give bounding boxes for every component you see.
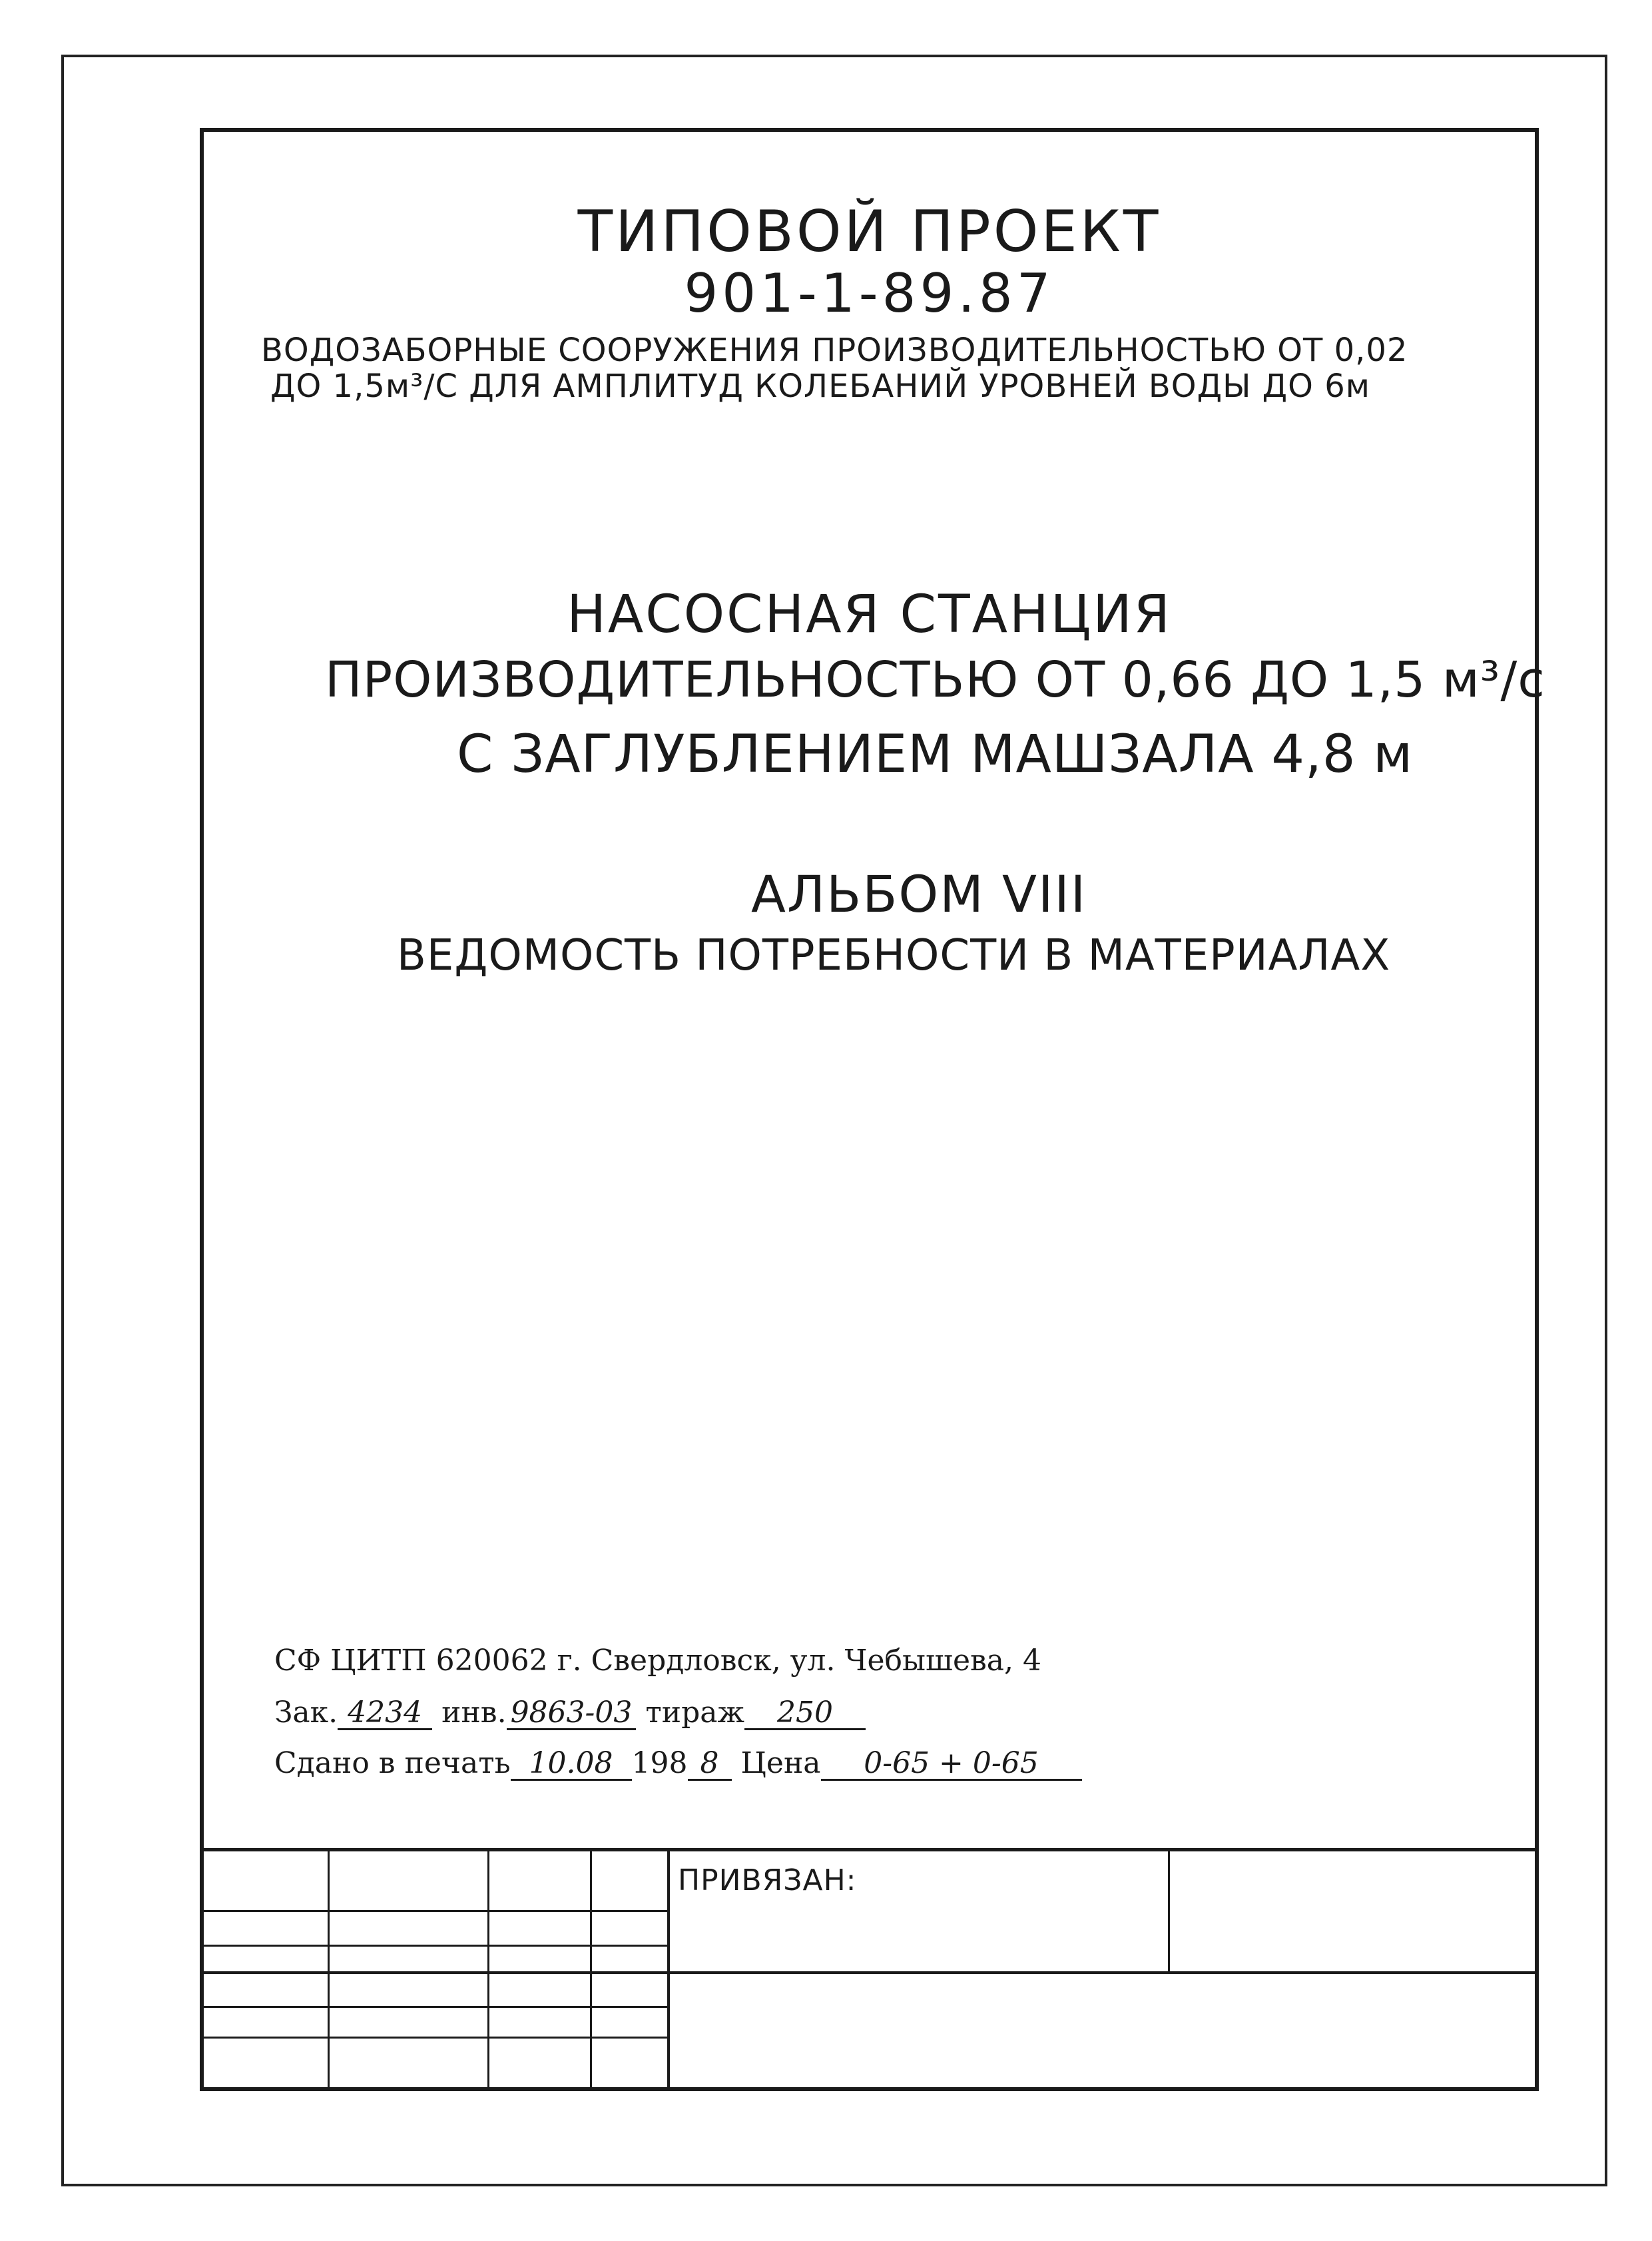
- publisher-address: СФ ЦИТП 620062 г. Свердловск, ул. Чебышева, 4: [274, 1644, 1041, 1678]
- order-number: 4234: [338, 1698, 432, 1730]
- station-depth: С ЗАГЛУБЛЕНИЕМ МАШЗАЛА 4,8 м: [457, 725, 1414, 785]
- submitted-date: 10.08: [511, 1748, 632, 1781]
- price-value: 0-65 + 0-65: [821, 1748, 1082, 1781]
- year-prefix: 198: [631, 1746, 688, 1780]
- attached-label: ПРИВЯЗАН:: [678, 1863, 857, 1897]
- album-description: ВЕДОМОСТЬ ПОТРЕБНОСТИ В МАТЕРИАЛАХ: [397, 931, 1391, 980]
- station-title: НАСОСНАЯ СТАНЦИЯ: [567, 585, 1172, 645]
- order-line: [274, 1696, 866, 1730]
- drawing-frame: [200, 128, 1545, 2091]
- subtitle-line-1: ВОДОЗАБОРНЫЕ СООРУЖЕНИЯ ПРОИЗВОДИТЕЛЬНОСТЬЮ ОТ 0,02: [261, 332, 1408, 369]
- station-capacity: ПРОИЗВОДИТЕЛЬНОСТЬЮ ОТ 0,66 ДО 1,5 м³/с: [325, 651, 1545, 709]
- year-suffix: 8: [688, 1748, 732, 1781]
- submitted-label: Сдано в печать: [274, 1746, 511, 1780]
- price-label: Цена: [740, 1746, 821, 1780]
- subtitle-line-2: ДО 1,5м³/С ДЛЯ АМПЛИТУД КОЛЕБАНИЙ УРОВНЕЙ ВОДЫ ДО 6м: [270, 368, 1370, 405]
- order-label: Зак.: [274, 1696, 338, 1730]
- project-code: 901-1-89.87: [684, 262, 1055, 324]
- inventory-label: инв.: [441, 1696, 507, 1730]
- album-title: АЛЬБОМ VIII: [751, 864, 1087, 924]
- inventory-number: 9863-03: [507, 1698, 637, 1730]
- print-run-label: тираж: [645, 1696, 744, 1730]
- print-run-value: 250: [744, 1698, 866, 1730]
- project-heading: ТИПОВОЙ ПРОЕКТ: [577, 198, 1161, 265]
- submission-line: [274, 1746, 1082, 1781]
